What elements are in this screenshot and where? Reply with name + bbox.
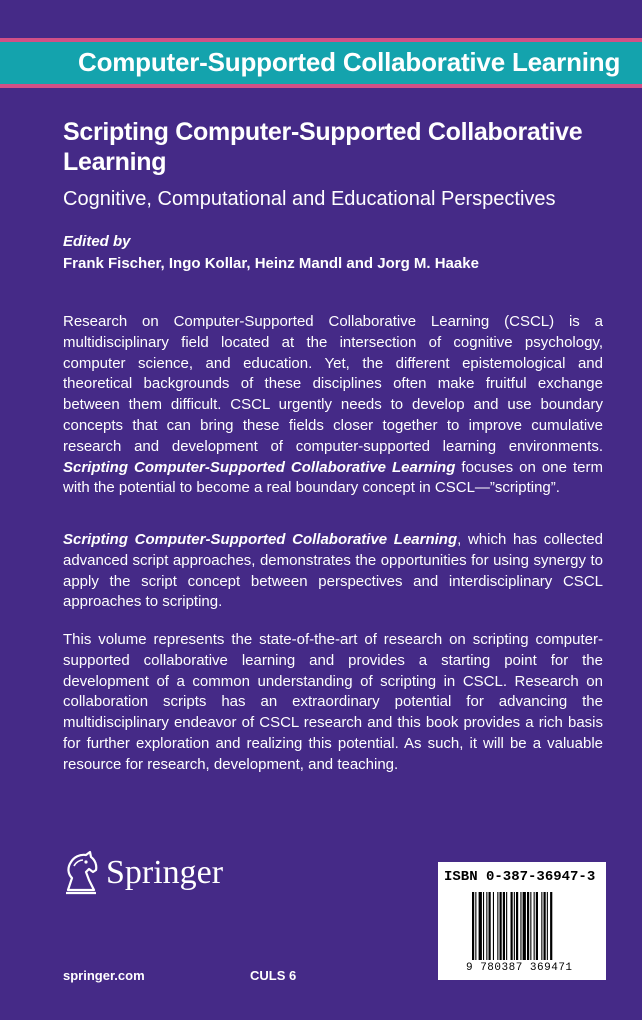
paragraph-1-text: Research on Computer-Supported Collaborative Learning (CSCL) is a multidisciplinary field located at the intersection of cognitive psychology, computer science, and education. Yet, the different epistemological and theoretical backgrounds of these disciplines often make fruitful exchange between them difficult. CSCL urgently needs to develop and use boundary concepts that can bring these fields closer together to improve cumulative research and development of computer-supported learning environments. <box>63 313 603 455</box>
edited-by-label: Edited by <box>63 233 131 250</box>
description-paragraph-1 <box>63 312 603 499</box>
springer-horse-icon <box>62 850 100 896</box>
description-paragraph-2 <box>63 530 603 613</box>
series-band <box>0 38 642 88</box>
publisher-logo-block <box>62 850 262 898</box>
barcode-icon <box>472 892 572 962</box>
editors-list: Frank Fischer, Ingo Kollar, Heinz Mandl and Jorg M. Haake <box>63 255 479 272</box>
paragraph-3-text: This volume represents the state-of-the-art of research on scripting computer-supported collaborative learning and provides a starting point for the development of a common understanding of scripting in CSCL. Research on collaboration scripts has an extraordinary potential for advancing the multidisciplinary endeavor of CSCL research and this book provides a rich basis for further exploration and realizing this potential. As such, it will be a valuable resource for research, development, and teaching. <box>63 631 603 773</box>
paragraph-2-emphasis: Scripting Computer-Supported Collaborative Learning <box>63 531 458 548</box>
book-subtitle: Cognitive, Computational and Educational Perspectives <box>63 188 556 210</box>
series-code: CULS 6 <box>250 968 297 983</box>
paragraph-1-tail: focuses on one term with the potential to become a real boundary concept in CSCL—”scripting”. <box>63 458 603 497</box>
description-paragraph-3 <box>63 630 603 776</box>
publisher-name: Springer <box>106 854 224 891</box>
isbn-text: ISBN 0-387-36947-3 <box>444 869 596 885</box>
series-title: Computer-Supported Collaborative Learning <box>78 47 621 77</box>
barcode-block <box>438 862 606 980</box>
book-title: Scripting Computer-Supported Collaborative Learning <box>63 118 583 176</box>
paragraph-2-tail: , which has collected advanced script approaches, demonstrates the opportunities for using synergy to apply the script concept between perspectives and interdisciplinary CSCL approaches to scripting. <box>63 531 603 611</box>
ean-number: 9 780387 369471 <box>466 962 573 974</box>
paragraph-1-emphasis: Scripting Computer-Supported Collaborative Learning <box>63 458 456 476</box>
publisher-website: springer.com <box>63 968 145 983</box>
